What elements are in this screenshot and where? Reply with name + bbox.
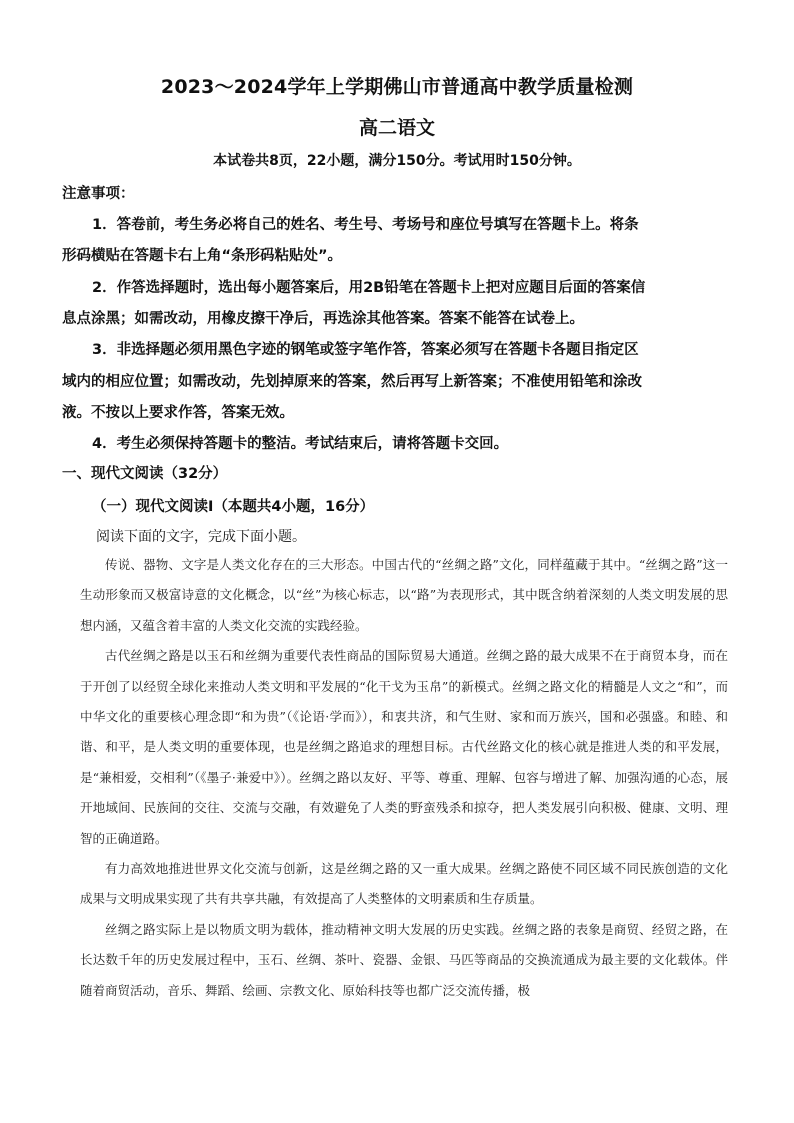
notice-line: 息点涂黑；如需改动，用橡皮擦干净后，再选涂其他答案。答案不能答在试卷上。	[62, 311, 584, 327]
passage-paragraph: 有力高效地推进世界文化交流与创新，这是丝绸之路的又一重大成果。丝绸之路使不同区域不同民族创造的文化成果与文明成果实现了共有共享共融，有效提高了人类整体的文明素质和生存质量。	[80, 861, 728, 907]
notice-line: 液。不按以上要求作答，答案无效。	[62, 405, 294, 421]
notice-line: 2．作答选择题时，选出每小题答案后，用2B铅笔在答题卡上把对应题目后面的答案信	[92, 280, 646, 296]
notice-line: 3．非选择题必须用黑色字迹的钢笔或签字笔作答，答案必须写在答题卡各题目指定区	[92, 342, 639, 358]
notice-line: 域内的相应位置；如需改动，先划掉原来的答案，然后再写上新答案；不准使用铅笔和涂改	[62, 374, 642, 390]
notice-line: 4．考生必须保持答题卡的整洁。考试结束后，请将答题卡交回。	[92, 436, 509, 452]
passage-paragraph: 传说、器物、文字是人类文化存在的三大形态。中国古代的“丝绸之路”文化，同样蕴藏于其中。“丝绸之路”这一生动形象而又极富诗意的文化概念，以“丝”为核心标志，以“路”为表现形式，其中既含纳着深刻的人类文明发展的思想内涵，又蕴含着丰富的人类文化交流的实践经验。	[80, 557, 728, 633]
exam-title: 2023～2024学年上学期佛山市普通高中教学质量检测	[160, 76, 634, 98]
passage-paragraph: 丝绸之路实际上是以物质文明为载体，推动精神文明大发展的历史实践。丝绸之路的表象是商贸、经贸之路，在长达数千年的历史发展过程中，玉石、丝绸、茶叶、瓷器、金银、马匹等商品的交换流通成为最主要的文化载体。伴随着商贸活动，音乐、舞蹈、绘画、宗教文化、原始科技等也都广泛交流传播，极	[80, 921, 728, 998]
section-subheading: （一）现代文阅读Ⅰ（本题共4小题，16分）	[92, 499, 375, 515]
section-heading: 一、现代文阅读（32分）	[62, 466, 228, 482]
reading-passage	[80, 550, 728, 1006]
notice-line: 形码横贴在答题卡右上角“条形码粘贴处”。	[62, 248, 343, 264]
notice-heading: 注意事项：	[62, 186, 135, 202]
subject-title: 高二语文	[358, 117, 435, 139]
passage-paragraph: 古代丝绸之路是以玉石和丝绸为重要代表性商品的国际贸易大通道。丝绸之路的最大成果不在于商贸本身，而在于开创了以经贸全球化来推动人类文明和平发展的“化干戈为玉帛”的新模式。丝绸之路文化的精髓是人文之“和”，而中华文化的重要核心理念即“和为贵”（《论语·学而》），和衷共济，和气生财、家和而万族兴，国和必强盛。和睦、和谐、和平，是人类文明的重要体现，也是丝绸之路追求的理想目标。古代丝路文化的核心就是推进人类的和平发展，是“兼相爱，交相利”（《墨子·兼爱中》）。丝绸之路以友好、平等、尊重、理解、包容与增进了解、加强沟通的心态，展开地域间、民族间的交往、交流与交融，有效避免了人类的野蛮残杀和掠夺，把人类发展引向积极、健康、文明、理智的正确道路。	[80, 648, 728, 846]
notice-line: 1．答卷前，考生务必将自己的姓名、考生号、考场号和座位号填写在答题卡上。将条	[92, 217, 639, 233]
exam-info: 本试卷共8页，22小题，满分150分。考试用时150分钟。	[213, 153, 581, 169]
reading-instruction: 阅读下面的文字，完成下面小题。	[96, 529, 306, 545]
